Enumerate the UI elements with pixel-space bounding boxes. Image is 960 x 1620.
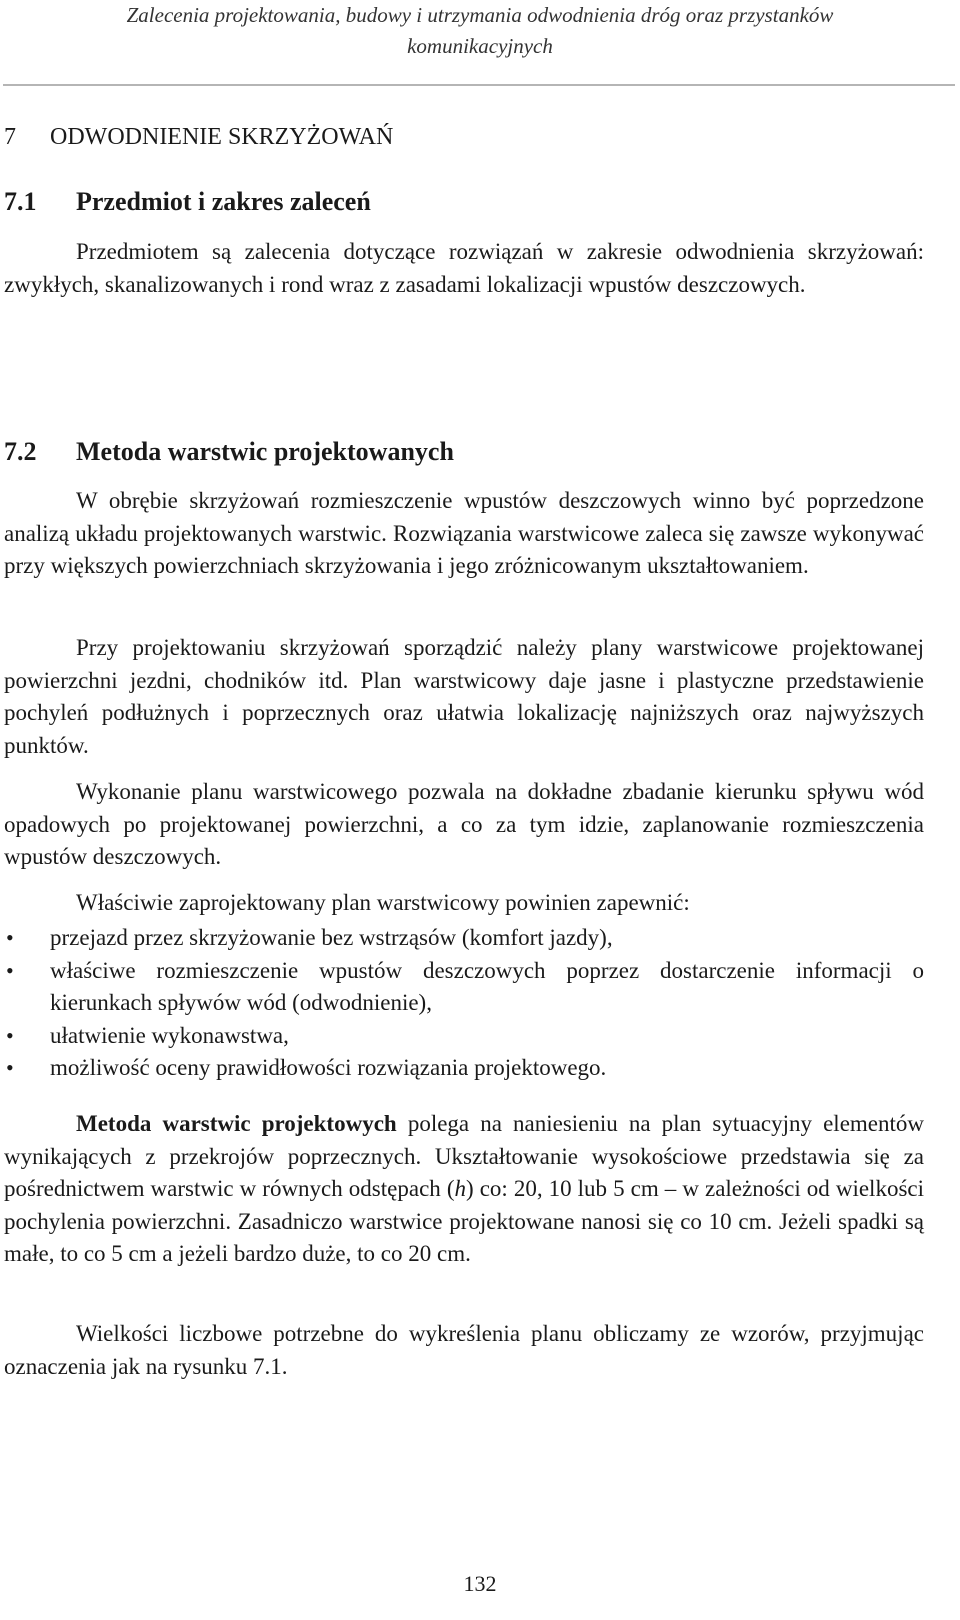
paragraph-contour-plans — [4, 632, 924, 762]
chapter-title: ODWODNIENIE SKRZYŻOWAŃ — [50, 124, 394, 150]
requirements-list — [4, 922, 924, 1085]
running-header-line-1: Zalecenia projektowania, budowy i utrzymania odwodnienia dróg oraz przystanków — [126, 3, 834, 27]
paragraph-contour-plans-text: Przy projektowaniu skrzyżowań sporządzić należy plany warstwicowe projektowanej powierzchni jezdni, chodników itd. Plan warstwicowy daje jasne i plastyczne przedstawienie pochyleń podłużnych i poprzecznych oraz ułatwia lokalizację najniższych oraz najwyższych punktów. — [4, 635, 924, 758]
paragraph-runoff-analysis-text: Wykonanie planu warstwicowego pozwala na dokładne zbadanie kierunku spływu wód opadowych po projektowanej powierzchni, a co za tym idzie, zaplanowanie rozmieszczenia wpustów deszczowych. — [4, 779, 924, 869]
running-header — [0, 0, 960, 62]
list-item: • właściwe rozmieszczenie wpustów deszczowych poprzez dostarczenie informacji o kierunkach spływów wód (odwodnienie), — [4, 955, 924, 1020]
paragraph-plan-requirements-text: Właściwie zaprojektowany plan warstwicowy powinien zapewnić: — [76, 890, 690, 915]
section-number: 7.2 — [4, 437, 37, 466]
paragraph-scope — [4, 236, 924, 301]
interval-symbol: h — [454, 1176, 466, 1201]
page-number: 132 — [463, 1571, 497, 1596]
paragraph-scope-text: Przedmiotem są zalecenia dotyczące rozwiązań w zakresie odwodnienia skrzyżowań: zwykłych, skanalizowanych i rond wraz z zasadami lokalizacji wpustów deszczowych. — [4, 239, 924, 297]
list-item: • przejazd przez skrzyżowanie bez wstrząsów (komfort jazdy), — [4, 922, 924, 955]
bullet-icon: • — [6, 957, 14, 983]
section-heading-7-1 — [4, 186, 371, 218]
list-item: • możliwość oceny prawidłowości rozwiązania projektowego. — [4, 1052, 924, 1085]
method-term: Metoda warstwic projektowych — [76, 1111, 397, 1136]
section-heading-7-2 — [4, 436, 454, 468]
section-title: Przedmiot i zakres zaleceń — [76, 187, 371, 216]
paragraph-formulas-intro — [4, 1318, 924, 1383]
section-title: Metoda warstwic projektowanych — [76, 437, 454, 466]
bullet-icon: • — [6, 925, 14, 950]
paragraph-plan-requirements — [4, 887, 924, 920]
chapter-number: 7 — [4, 124, 16, 150]
bullet-icon: • — [6, 1055, 14, 1080]
list-item: • ułatwienie wykonawstwa, — [4, 1020, 924, 1053]
header-divider — [3, 84, 955, 86]
paragraph-runoff-analysis — [4, 776, 924, 874]
paragraph-formulas-intro-text: Wielkości liczbowe potrzebne do wykreślenia planu obliczamy ze wzorów, przyjmując oznaczenia jak na rysunku 7.1. — [4, 1321, 924, 1379]
section-number: 7.1 — [4, 187, 37, 216]
bullet-icon: • — [6, 1022, 14, 1048]
chapter-heading — [4, 122, 393, 152]
paragraph-method-description: Metoda warstwic projektowych polega na naniesieniu na plan sytuacyjny elementów wynikających z przekrojów poprzecznych. Ukształtowanie wysokościowe przedstawia się za pośrednictwem warstwic w równych odstępach (h) co: 20, 10 lub 5 cm – w zależności od wielkości pochylenia powierzchni. Zasadniczo warstwice projektowane nanosi się co 10 cm. Jeżeli spadki są małe, to co 5 cm a jeżeli bardzo duże, to co 20 cm. — [4, 1111, 924, 1266]
paragraph-contour-analysis — [4, 485, 924, 583]
paragraph-contour-analysis-text: W obrębie skrzyżowań rozmieszczenie wpustów deszczowych winno być poprzedzone analizą układu projektowanych warstwic. Rozwiązania warstwicowe zaleca się zawsze wykonywać przy większych powierzchniach skrzyżowania i jego zróżnicowanym ukształtowaniem. — [4, 488, 924, 578]
running-header-line-2: komunikacyjnych — [407, 34, 553, 58]
